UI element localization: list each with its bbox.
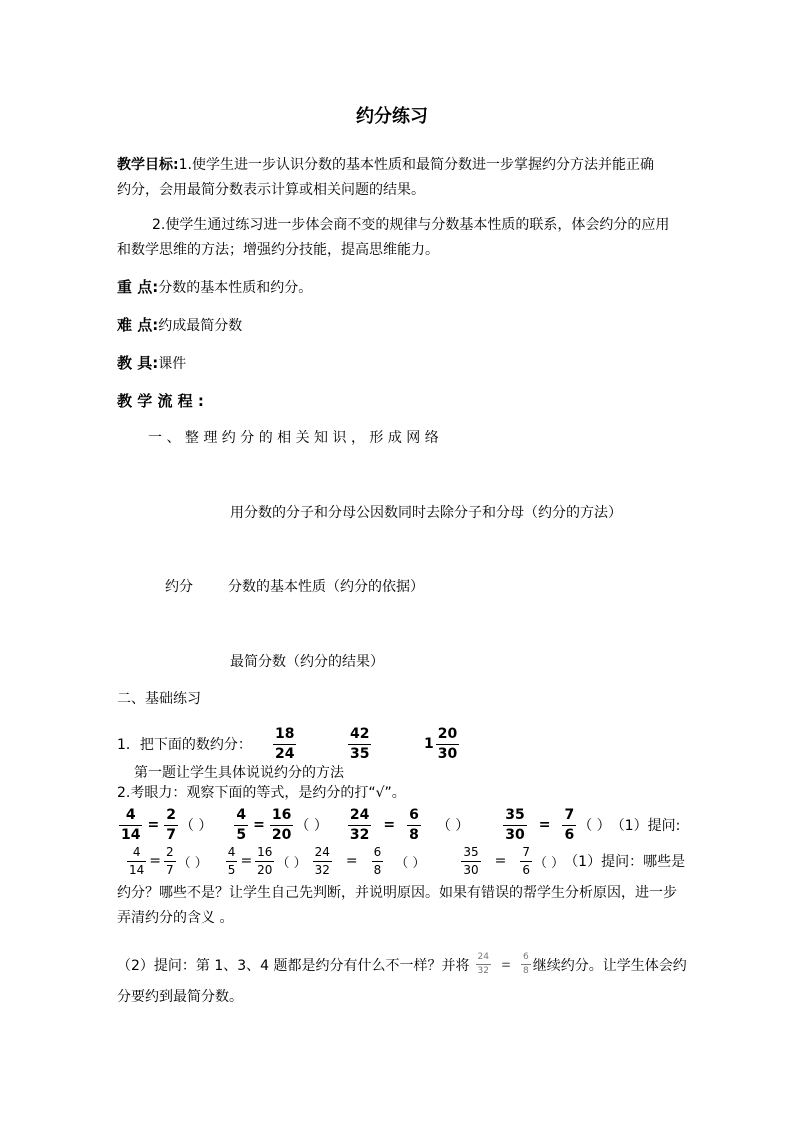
key-point-text: 分数的基本性质和约分。	[158, 280, 313, 296]
teaching-tools	[117, 356, 186, 371]
q2-ask2-line: （2）提问：第 1、3、4 题都是约分有什么不一样？并将 $\frac{24}{32}$ = $\frac{6}{8}$ 继续约分。让学生体会约	[117, 952, 687, 977]
tools-text: 课件	[158, 356, 187, 372]
q2-r2-e2-right: $\frac{16}{20}$	[257, 845, 273, 877]
q1-f2-numerator: 42	[348, 727, 371, 745]
q2-ask2-frac-right: $\frac{6}{8}$	[523, 952, 529, 977]
q1-mixed-number	[424, 727, 461, 761]
q2-ask1-continued-b: 弄清约分的含义 。	[117, 910, 234, 926]
network-method: 用分数的分子和分母公因数同时去除分子和分母（约分的方法）	[230, 505, 622, 521]
q2-r1-e3-left: $\frac{24}{32}$	[349, 807, 370, 843]
q2-r2-e2-left: $\frac{4}{5}$	[227, 845, 236, 877]
key-point-label: 重 点:	[117, 278, 159, 296]
q2-r1-e1-blank: （ ）	[179, 818, 213, 835]
objectives-line-2b: 和数学思维的方法；增强约分技能，提高思维能力。	[117, 242, 439, 258]
q1-f1-denominator: 24	[275, 745, 295, 762]
q2-ask2-prefix: （2）提问：第 1、3、4 题都是约分有什么不一样？并将	[117, 957, 470, 974]
q2-r2-e4-blank: （ ）	[534, 855, 565, 871]
q2-r1-e4-right: $\frac{7}{6}$	[564, 807, 575, 843]
q2-ask2-suffix: 继续约分。让学生体会约	[532, 957, 687, 974]
q1-mixed-denominator: 30	[437, 745, 458, 762]
network-basis: 分数的基本性质（约分的依据）	[228, 579, 424, 595]
q2-r1-e4-left: $\frac{35}{30}$	[505, 807, 525, 843]
q2-ask1-continued-a: 约分？哪些不是？让学生自己先判断，并说明原因。如果有错误的帮学生分析原因，进一步	[117, 885, 677, 901]
q1-note: 第一题让学生具体说说约分的方法	[134, 765, 344, 781]
tools-label: 教 具:	[117, 354, 159, 372]
network-center: 约分	[165, 579, 193, 595]
network-result: 最简分数（约分的结果）	[230, 654, 384, 670]
section-1-heading: 一 、 整 理 约 分 的 相 关 知 识 ， 形 成 网 络	[148, 430, 439, 446]
section-2-heading: 二、基础练习	[117, 691, 201, 707]
q1-f2-denominator: 35	[350, 745, 370, 762]
q2-r2-e3-blank: （ ）	[395, 855, 426, 871]
q2-r2-e4-right: $\frac{7}{6}$	[522, 845, 531, 877]
q2-r1-e2-right: $\frac{16}{20}$	[271, 807, 292, 843]
q1-fraction-2	[346, 727, 373, 761]
q2-r2-e4-left: $\frac{35}{30}$	[463, 845, 479, 877]
q1-f1-numerator: 18	[273, 727, 296, 745]
q2-r1-e3-blank: （ ）	[436, 818, 470, 835]
page-title: 约分练习	[356, 106, 428, 127]
difficulty-label: 难 点:	[117, 316, 159, 334]
objectives-line-1b: 约分，会用最简分数表示计算或相关问题的结果。	[117, 182, 425, 198]
process-heading: 教 学 流 程 :	[117, 392, 204, 410]
q2-r1-e1-right: $\frac{2}{7}$	[166, 807, 176, 843]
q2-ask2-frac-left: $\frac{24}{32}$	[477, 952, 489, 977]
q2-r1-e2-left: $\frac{4}{5}$	[236, 807, 247, 843]
q2-r1-e4-blank: （ ）	[578, 818, 611, 835]
q2-equation-row-1: $\frac{4}{14}$ = $\frac{2}{7}$ （ ） $\frac{4}{5}$ = $\frac{16}{20}$ （ ） $\frac{24}{32}$ = $\frac{6}{8}$ （ ） $\frac{35}{30}$ = $\frac{7}{6}$ （ ） （1）提问:	[121, 807, 681, 843]
objectives-text-1a: 1.使学生进一步认识分数的基本性质和最简分数进一步掌握约分方法并能正确	[178, 157, 654, 173]
objectives-label: 教学目标:	[117, 157, 179, 173]
q2-r1-e2-blank: （ ）	[295, 818, 328, 835]
q2-r2-e3-right: $\frac{6}{8}$	[373, 845, 382, 877]
q1-mixed-numerator: 20	[436, 727, 459, 745]
q2-equation-row-2: $\frac{4}{14}$ = $\frac{2}{7}$ （ ） $\frac{4}{5}$ = $\frac{16}{20}$ （ ） $\frac{24}{32}$ = $\frac{6}{8}$ （ ） $\frac{35}{30}$ = $\frac{7}{6}$ （ ） （1）提问：哪些是	[129, 845, 686, 877]
q1-mixed-whole: 1	[424, 736, 434, 753]
q2-r2-e1-right: $\frac{2}{7}$	[166, 845, 174, 877]
q2-r1-e3-right: $\frac{6}{8}$	[409, 807, 419, 843]
objectives-line-2a: 2.使学生通过练习进一步体会商不变的规律与分数基本性质的联系，体会约分的应用	[152, 217, 670, 233]
q2-r2-e3-left: $\frac{24}{32}$	[314, 845, 330, 877]
key-point	[117, 280, 312, 295]
q2-label: 2.考眼力：观察下面的等式，是约分的打“√”。	[117, 785, 406, 801]
q2-r2-e1-left: $\frac{4}{14}$	[129, 845, 145, 877]
q2-r2-e1-blank: （ ）	[177, 855, 208, 871]
q2-r1-e1-left: $\frac{4}{14}$	[121, 807, 141, 843]
q2-ask1-label: （1）提问:	[610, 818, 681, 835]
objectives-line-1	[117, 158, 654, 172]
q2-ask1-label-b: （1）提问：哪些是	[564, 854, 686, 871]
q2-ask2-continued: 分要约到最简分数。	[117, 989, 243, 1005]
q1-label: 1．把下面的数约分：	[117, 737, 252, 753]
difficulty	[117, 318, 242, 333]
q1-fraction-1	[271, 727, 298, 761]
difficulty-text: 约成最简分数	[158, 318, 243, 334]
q2-r2-e2-blank: （ ）	[276, 855, 307, 871]
